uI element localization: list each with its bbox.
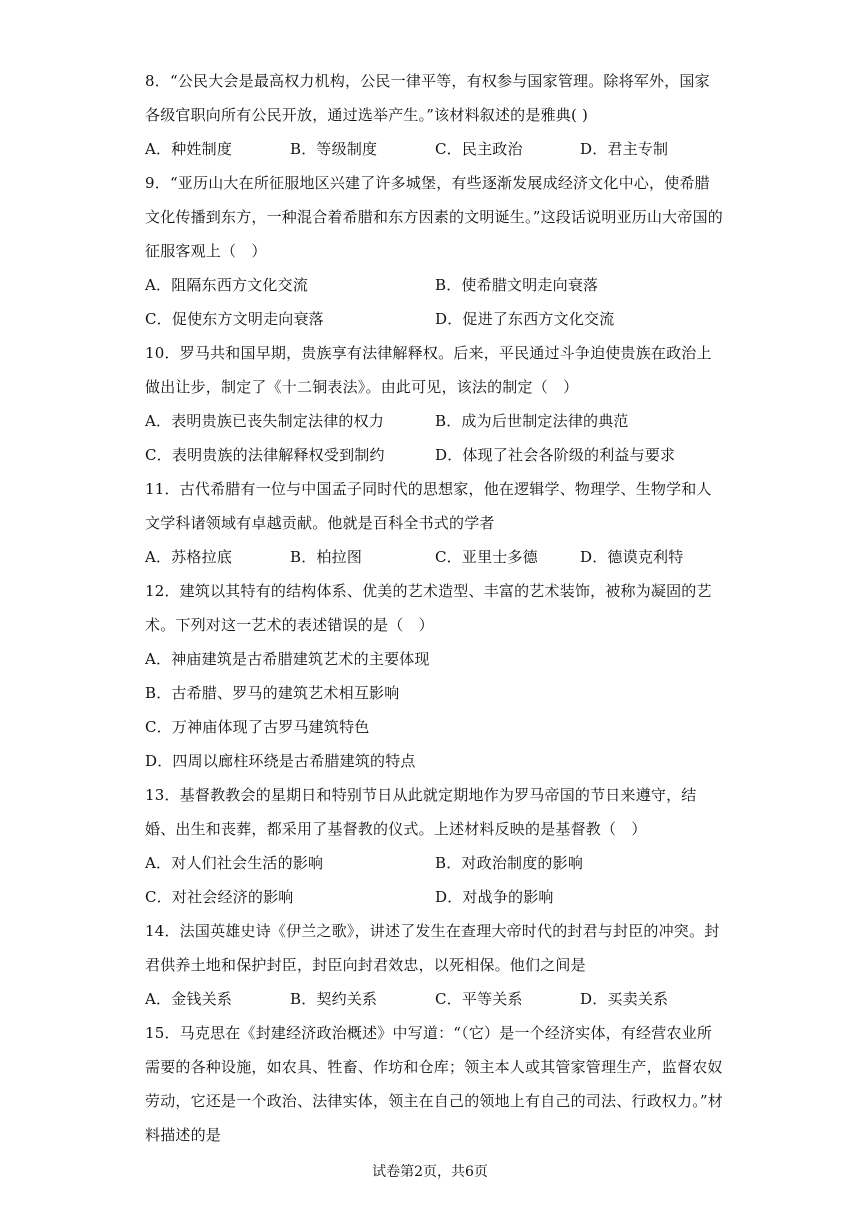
question-11 <box>145 472 725 574</box>
question-stem: 9．“亚历山大在所征服地区兴建了许多城堡，有些逐渐发展成经济文化中心，使希腊文化传播到东方，一种混合着希腊和东方因素的文明诞生。”这段话说明亚历山大帝国的征服客观上（ ） <box>145 174 723 260</box>
options-row <box>145 404 725 438</box>
question-stem: 11．古代希腊有一位与中国孟子同时代的思想家，他在逻辑学、物理学、生物学和人文学科诸领域有卓越贡献。他就是百科全书式的学者 <box>145 480 712 532</box>
options-row <box>145 540 725 574</box>
option-c: C．促使东方文明走向衰落 <box>145 310 324 328</box>
option-b: B．古希腊、罗马的建筑艺术相互影响 <box>145 684 400 702</box>
question-14 <box>145 914 725 1016</box>
option-d: D．四周以廊柱环绕是古希腊建筑的特点 <box>145 752 416 770</box>
question-12 <box>145 574 725 778</box>
options-row <box>145 268 725 302</box>
options-row <box>145 438 725 472</box>
option-d: D．君主专制 <box>580 140 669 158</box>
options-row <box>145 880 725 914</box>
option-c: C．对社会经济的影响 <box>145 888 294 906</box>
option-c: C．表明贵族的法律解释权受到制约 <box>145 446 385 464</box>
option-a: A．表明贵族已丧失制定法律的权力 <box>145 412 385 430</box>
options-row <box>145 846 725 880</box>
question-stem: 13．基督教教会的星期日和特别节日从此就定期地作为罗马帝国的节日来遵守，结婚、出生和丧葬，都采用了基督教的仪式。上述材料反映的是基督教（ ） <box>145 786 697 838</box>
option-b: B．对政治制度的影响 <box>435 854 584 872</box>
option-a: A．阻隔东西方文化交流 <box>145 276 309 294</box>
option-d: D．买卖关系 <box>580 990 669 1008</box>
question-stem: 10．罗马共和国早期，贵族享有法律解释权。后来，平民通过斗争迫使贵族在政治上做出让步，制定了《十二铜表法》。由此可见，该法的制定（ ） <box>145 344 712 396</box>
question-10 <box>145 336 725 472</box>
option-c: C．平等关系 <box>435 990 523 1008</box>
question-stem: 14．法国英雄史诗《伊兰之歌》，讲述了发生在查理大帝时代的封君与封臣的冲突。封君供养土地和保护封臣，封臣向封君效忠，以死相保。他们之间是 <box>145 922 720 974</box>
question-stem: 8．“公民大会是最高权力机构，公民一律平等，有权参与国家管理。除将军外，国家各级官职向所有公民开放，通过选举产生。”该材料叙述的是雅典( ) <box>145 72 710 124</box>
option-a: A．对人们社会生活的影响 <box>145 854 324 872</box>
option-a: A．金钱关系 <box>145 990 233 1008</box>
option-b: B．契约关系 <box>290 990 378 1008</box>
option-d: D．对战争的影响 <box>435 888 554 906</box>
option-c: C．万神庙体现了古罗马建筑特色 <box>145 718 370 736</box>
question-8 <box>145 64 725 166</box>
option-d: D．德谟克利特 <box>580 548 684 566</box>
option-a: A．种姓制度 <box>145 140 233 158</box>
option-b: B．使希腊文明走向衰落 <box>435 276 599 294</box>
option-b: B．成为后世制定法律的典范 <box>435 412 629 430</box>
option-d: D．体现了社会各阶级的利益与要求 <box>435 446 676 464</box>
options-column <box>145 642 725 778</box>
options-row <box>145 982 725 1016</box>
option-d: D．促进了东西方文化交流 <box>435 310 615 328</box>
option-a: A．苏格拉底 <box>145 548 233 566</box>
page-footer: 试卷第2页，共6页 <box>372 1164 488 1180</box>
question-9 <box>145 166 725 336</box>
option-c: C．亚里士多德 <box>435 548 538 566</box>
option-b: B．柏拉图 <box>290 548 363 566</box>
options-row <box>145 132 725 166</box>
question-13 <box>145 778 725 914</box>
option-a: A．神庙建筑是古希腊建筑艺术的主要体现 <box>145 650 430 668</box>
options-row <box>145 302 725 336</box>
option-c: C．民主政治 <box>435 140 523 158</box>
question-stem: 12．建筑以其特有的结构体系、优美的艺术造型、丰富的艺术装饰，被称为凝固的艺术。下列对这一艺术的表述错误的是（ ） <box>145 582 712 634</box>
option-b: B．等级制度 <box>290 140 378 158</box>
question-15 <box>145 1016 725 1152</box>
question-stem: 15．马克思在《封建经济政治概述》中写道：“（它）是一个经济实体，有经营农业所需要的各种设施，如农具、牲畜、作坊和仓库；领主本人或其管家管理生产，监督农奴劳动，它还是一个政治、法律实体，领主在自己的领地上有自己的司法、行政权力。”材料描述的是 <box>145 1024 723 1144</box>
